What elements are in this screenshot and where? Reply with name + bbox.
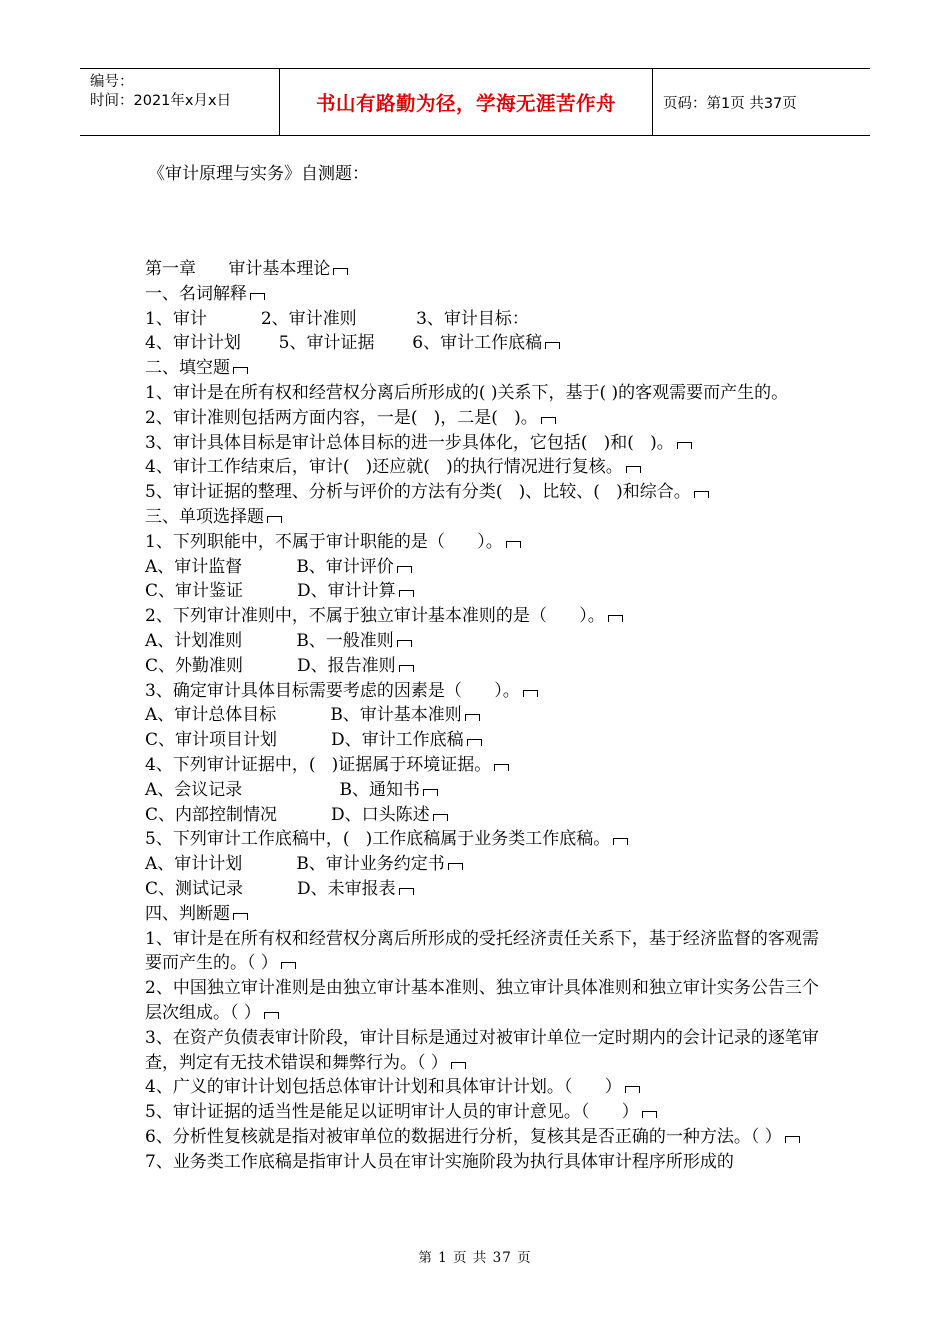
text-line (145, 307, 825, 332)
text-line-content: 1、审计是在所有权和经营权分离后所形成的( )关系下，基于( )的客观需要而产生的。 (145, 382, 789, 403)
text-line-content: 5、下列审计工作底稿中，( )工作底稿属于业务类工作底稿。 (145, 829, 611, 850)
number-label: 编号： (90, 74, 134, 90)
text-line-content: 第一章 审计基本理论 (145, 259, 331, 279)
paragraph-mark-icon (626, 466, 641, 473)
text-line (145, 1075, 825, 1100)
text-line-content: A、审计监督 B、审计评价 (145, 556, 394, 577)
text-line-content: C、外勤准则 D、报告准则 (145, 655, 396, 676)
paragraph-mark-icon (608, 615, 623, 622)
text-line (145, 976, 825, 1026)
text-line (145, 455, 825, 480)
paragraph-mark-icon (448, 863, 463, 870)
paragraph-mark-icon (399, 590, 414, 597)
text-line-content: C、内部控制情况 D、口头陈述 (145, 804, 430, 825)
text-line (145, 431, 825, 456)
text-line (145, 381, 825, 406)
text-line (145, 778, 825, 803)
text-line (145, 753, 825, 778)
text-line-content: 一、名词解释 (145, 283, 247, 304)
paragraph-mark-icon (494, 764, 509, 771)
text-line-content: 三、单项选择题 (145, 506, 264, 527)
text-line (145, 505, 825, 530)
text-line-content: 3、在资产负债表审计阶段，审计目标是通过对被审计单位一定时期内的会计记录的逐笔审查，判定有无技术错误和舞弊行为。（ ） (145, 1027, 819, 1073)
text-line (145, 257, 825, 282)
paragraph-mark-icon (264, 1012, 279, 1019)
text-line (145, 654, 825, 679)
text-line (145, 555, 825, 580)
text-line-content: 6、分析性复核就是指对被审单位的数据进行分析，复核其是否正确的一种方法。（ ） (145, 1126, 782, 1147)
paragraph-mark-icon (281, 962, 296, 969)
text-line-content: 3、确定审计具体目标需要考虑的因素是（ ）。 (145, 680, 520, 701)
text-line (145, 604, 825, 629)
paragraph-mark-icon (785, 1136, 800, 1143)
paragraph-mark-icon (333, 268, 348, 275)
paragraph-mark-icon (642, 1111, 657, 1118)
paragraph-mark-icon (467, 739, 482, 746)
page-header (80, 68, 870, 136)
paragraph-mark-icon (545, 342, 560, 349)
header-page-label: 页码：第1页 共37页 (663, 95, 797, 112)
text-line-content: 2、中国独立审计准则是由独立审计基本准则、独立审计具体准则和独立审计实务公告三个层次组成。（ ） (145, 978, 819, 1023)
text-line (145, 703, 825, 728)
time-label: 时间：2021年x月x日 (90, 93, 232, 109)
text-line-content: 1、下列职能中，不属于审计职能的是（ ）。 (145, 531, 503, 552)
text-line (145, 852, 825, 877)
document-title: 《审计原理与实务》自测题： (148, 164, 369, 184)
text-line-content: 3、审计具体目标是审计总体目标的进一步具体化，它包括( )和( )。 (145, 432, 674, 453)
text-line (145, 530, 825, 555)
text-line-content: 2、审计准则包括两方面内容，一是( )，二是( )。 (145, 407, 538, 428)
paragraph-mark-icon (397, 640, 412, 647)
paragraph-mark-icon (523, 690, 538, 697)
text-line-content: 5、审计证据的整理、分析与评价的方法有分类( )、比较、( )和综合。 (145, 482, 691, 503)
text-line-content: 4、下列审计证据中，( )证据属于环境证据。 (145, 754, 492, 775)
text-line (145, 356, 825, 381)
paragraph-mark-icon (399, 888, 414, 895)
header-meta (80, 69, 280, 135)
text-line (145, 1150, 825, 1175)
text-line-content: A、计划准则 B、一般准则 (145, 630, 394, 651)
text-line-content: 5、审计证据的适当性是能足以证明审计人员的审计意见。（ ） (145, 1102, 639, 1123)
text-line (145, 1100, 825, 1125)
paragraph-mark-icon (397, 566, 412, 573)
text-line (145, 629, 825, 654)
text-line-content: 二、填空题 (145, 358, 230, 379)
page-footer: 第 1 页 共 37 页 (418, 1250, 532, 1266)
text-line (145, 282, 825, 307)
text-line (145, 1125, 825, 1150)
paragraph-mark-icon (250, 293, 265, 300)
text-line-content: C、审计鉴证 D、审计计算 (145, 581, 396, 602)
text-line-content: C、测试记录 D、未审报表 (145, 878, 396, 899)
paragraph-mark-icon (267, 516, 282, 523)
header-motto: 书山有路勤为径，学海无涯苦作舟 (280, 69, 653, 135)
text-line (145, 803, 825, 828)
text-line (145, 927, 825, 977)
paragraph-mark-icon (677, 442, 692, 449)
text-line (145, 579, 825, 604)
text-line (145, 902, 825, 927)
text-line (145, 1026, 825, 1076)
paragraph-mark-icon (506, 541, 521, 548)
text-line-content: A、会议记录 B、通知书 (145, 779, 421, 800)
paragraph-mark-icon (423, 789, 438, 796)
paragraph-mark-icon (433, 814, 448, 821)
text-line-content: 1、审计是在所有权和经营权分离后所形成的受托经济责任关系下，基于经济监督的客观需要而产生的。（ ） (145, 928, 819, 974)
paragraph-mark-icon (694, 491, 709, 498)
text-line (145, 827, 825, 852)
text-line-content: 4、审计计划 5、审计证据 6、审计工作底稿 (145, 333, 543, 354)
document-body (145, 257, 825, 1174)
text-line (145, 877, 825, 902)
text-line (145, 406, 825, 431)
paragraph-mark-icon (465, 714, 480, 721)
text-line-content: A、审计计划 B、审计业务约定书 (145, 854, 445, 875)
paragraph-mark-icon (233, 913, 248, 920)
text-line (145, 679, 825, 704)
text-line-content: 4、审计工作结束后，审计( )还应就( )的执行情况进行复核。 (145, 457, 623, 478)
text-line (145, 480, 825, 505)
paragraph-mark-icon (451, 1062, 466, 1069)
paragraph-mark-icon (625, 1086, 640, 1093)
paragraph-mark-icon (541, 417, 556, 424)
text-line-content: 4、广义的审计计划包括总体审计计划和具体审计计划。（ ） (145, 1077, 622, 1098)
text-line-content: C、审计项目计划 D、审计工作底稿 (145, 730, 464, 751)
text-line-content: 1、审计 2、审计准则 3、审计目标： (145, 308, 529, 329)
paragraph-mark-icon (233, 367, 248, 374)
text-line (145, 728, 825, 753)
text-line-content: 2、下列审计准则中，不属于独立审计基本准则的是（ ）。 (145, 606, 605, 627)
text-line-content: 四、判断题 (145, 903, 230, 924)
text-line-content: A、审计总体目标 B、审计基本准则 (145, 705, 462, 726)
paragraph-mark-icon (399, 665, 414, 672)
text-line (145, 331, 825, 356)
text-line-content: 7、业务类工作底稿是指审计人员在审计实施阶段为执行具体审计程序所形成的 (145, 1151, 734, 1172)
paragraph-mark-icon (613, 838, 628, 845)
